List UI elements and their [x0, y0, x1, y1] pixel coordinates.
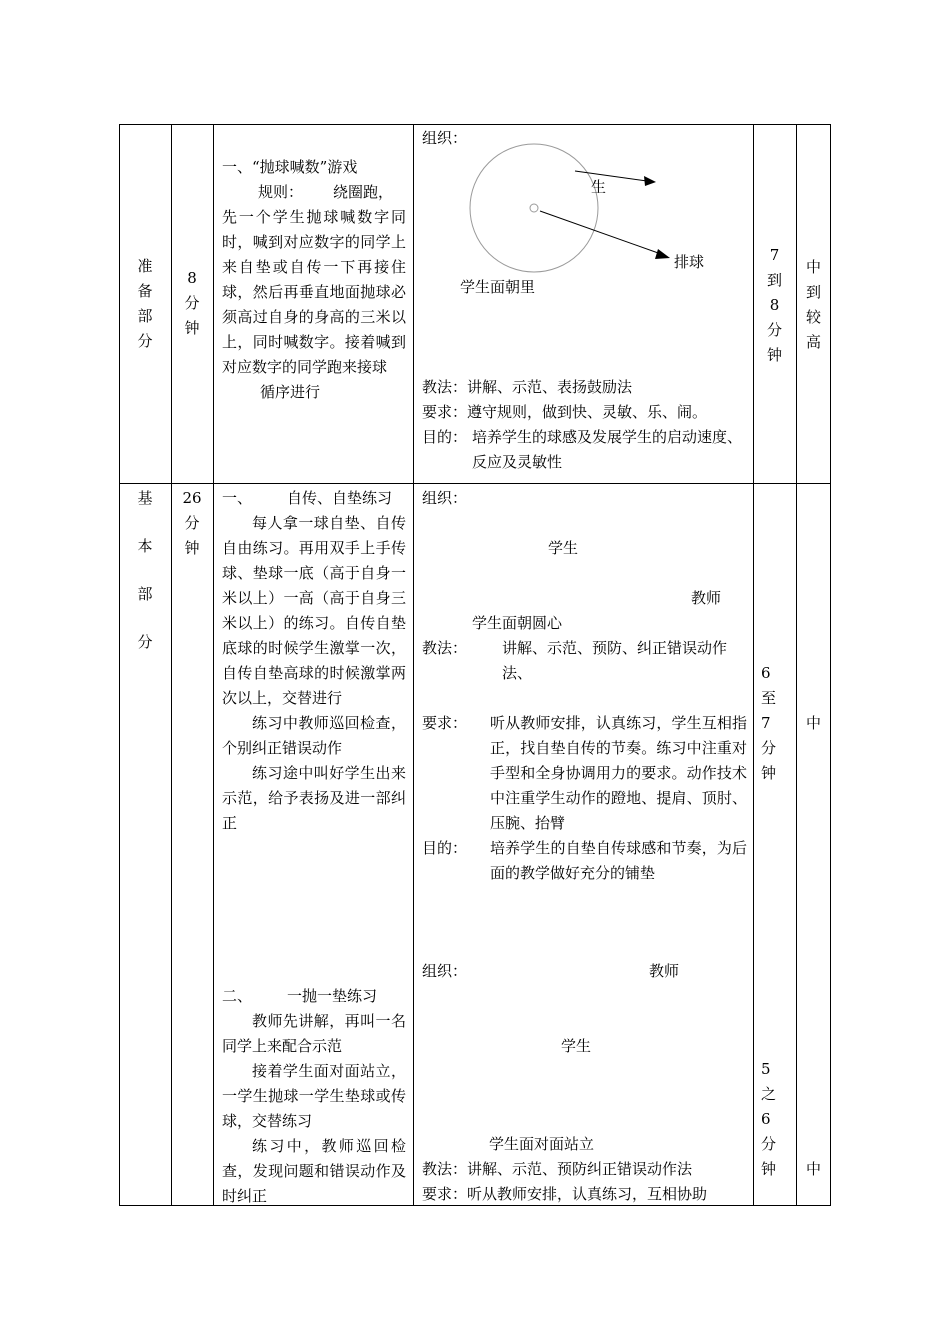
table-row-divider	[119, 483, 831, 484]
content-game	[222, 155, 406, 405]
goal-row-2: 目的： 培养学生的自垫自传球感和节奏，为后面的教学做好充分的铺垫	[422, 839, 747, 882]
org3-student: 学生	[561, 1037, 592, 1055]
goal-row: 目的： 培养学生的球感及发展学生的启动速度、反应及灵敏性	[422, 428, 743, 471]
practice-patrol: 练习中教师巡回检查，个别纠正错误动作	[222, 714, 406, 757]
table-col-divider	[413, 124, 414, 1206]
lesson-table	[119, 124, 831, 1206]
circle-caption: 学生面朝里	[460, 278, 536, 296]
require-row-3: 要求：听从教师安排，认真练习，互相协助	[422, 1185, 708, 1203]
section-prep: 准 备 部 分	[137, 257, 153, 350]
toss-patrol: 练习中，教师巡回检查，发现问题和错误动作及时纠正	[222, 1137, 406, 1205]
time-prep: 8 分 钟	[184, 269, 200, 337]
practice-title: 一、 自传、自垫练习	[222, 489, 393, 507]
table-border-top	[119, 124, 831, 125]
practice-demo: 练习途中叫好学生出来示范，给予表扬及进一部纠正	[222, 764, 406, 832]
rule-text: 先一个学生抛球喊数字同时，喊到对应数字的同学上来自垫或自传一下再接住球，然后再垂直地面抛球必须高过自身的身高的三米以上，同时喊数字。接着喊到对应数字的同学跑来接球	[222, 208, 406, 376]
org2-student: 学生	[548, 539, 579, 557]
student-label: 生	[591, 178, 607, 196]
rule-line: 规则： 绕圈跑，	[258, 183, 394, 201]
org3-caption: 学生面对面站立	[489, 1135, 595, 1153]
count-main-1: 6 至 7 分 钟	[761, 664, 777, 782]
center-dot-icon	[530, 204, 538, 212]
method-row-2: 教法： 讲解、示范、预防、纠正错误动作法、	[422, 639, 728, 682]
arrowhead-icon	[655, 249, 670, 259]
content-self-practice	[222, 486, 406, 836]
method-row: 教法：讲解、示范、表扬鼓励法	[422, 378, 633, 396]
org2-teacher: 教师	[691, 589, 722, 607]
toss-desc: 教师先讲解，再叫一名同学上来配合示范	[222, 1012, 406, 1055]
loop-text: 循序进行	[260, 383, 321, 401]
require-row: 要求：遵守规则，做到快、灵敏、乐、闹。	[422, 403, 708, 421]
practice-desc: 每人拿一球自垫、自传自由练习。再用双手上手传球、垫球一底（高于自身一米以上）一高（高于自身三米以上）的练习。自传自垫底球的时候学生激掌一次，自传自垫高球的时候激掌两次以上，交替进行	[222, 514, 406, 707]
arrowhead-icon	[644, 176, 656, 186]
toss-title: 二、 一抛一垫练习	[222, 987, 378, 1005]
count-main-2: 5 之 6 分 钟	[761, 1060, 777, 1178]
intensity-main-1: 中	[805, 714, 821, 732]
section-main: 基 本 部 分	[137, 489, 153, 651]
time-main: 26 分 钟	[182, 489, 202, 557]
toss-pair: 接着学生面对面站立，一学生抛球一学生垫球或传球，交替练习	[222, 1062, 406, 1130]
content-toss-dig	[222, 984, 406, 1209]
org3-teacher: 教师	[649, 962, 680, 980]
org2-caption: 学生面朝圆心	[472, 614, 563, 632]
org-label-1: 组织：	[422, 129, 468, 147]
arrow-line-icon	[575, 171, 647, 181]
org-label-3: 组织：	[422, 962, 468, 980]
ball-label: 排球	[674, 253, 705, 271]
intensity-prep: 中 到 较 高	[805, 258, 821, 351]
intensity-main-2: 中	[805, 1160, 821, 1178]
arrow-line-icon	[540, 211, 661, 254]
table-col-divider	[213, 124, 214, 1206]
require-row-2: 要求： 听从教师安排，认真练习，学生互相指正，找自垫自传的节奏。练习中注重对手型和全身协调用力的要求。动作技术中注重学生动作的蹬地、提肩、顶肘、压腕、抬臂	[422, 714, 747, 832]
org-label-2: 组织：	[422, 489, 468, 507]
method-row-3: 教法：讲解、示范、预防纠正错误动作法	[422, 1160, 693, 1178]
game-title: 一、“抛球喊数”游戏	[222, 158, 358, 176]
count-prep: 7 到 8 分 钟	[766, 246, 782, 364]
